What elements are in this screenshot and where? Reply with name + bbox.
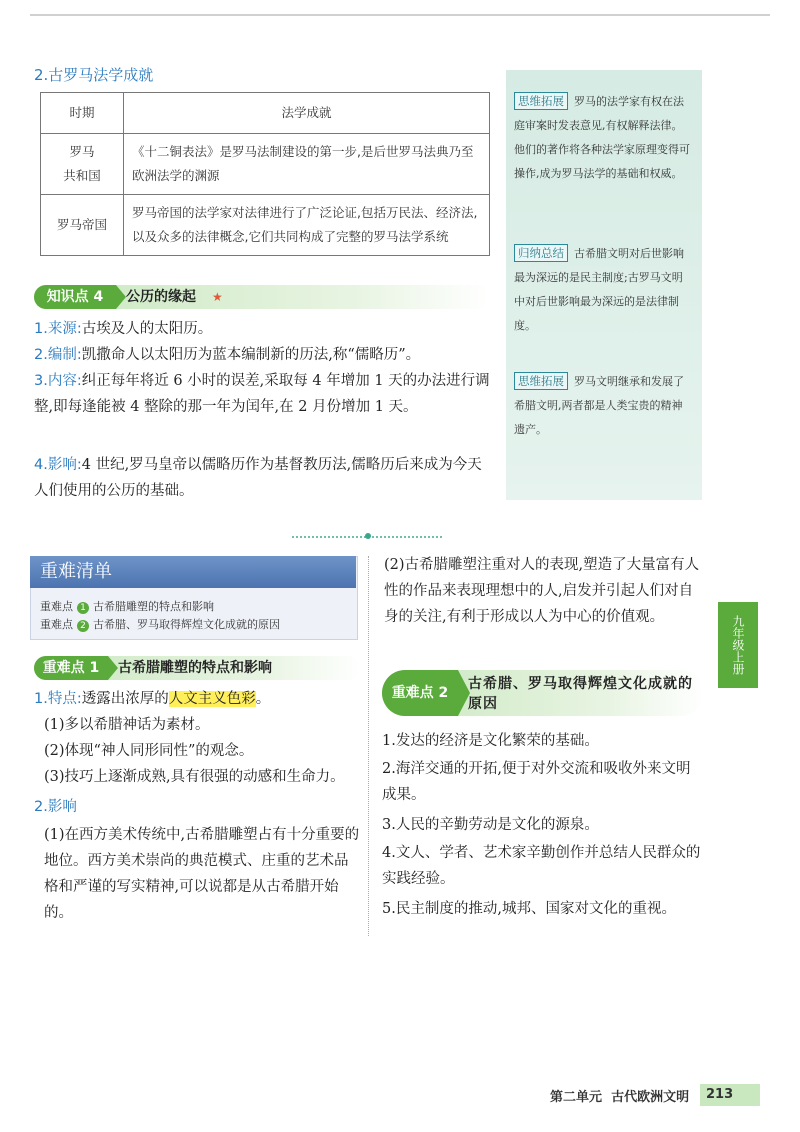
- section-title: 2.古罗马法学成就: [34, 66, 154, 84]
- star-icon: ★: [212, 290, 223, 304]
- footer-chapter: [550, 1086, 689, 1105]
- period-line: 罗马: [69, 144, 95, 159]
- item-text: 4 世纪,罗马皇帝以儒略历作为基督教历法,儒略历后来成为今天人们使用的公历的基础。: [34, 457, 482, 499]
- table-cell-period: [41, 134, 124, 195]
- feature-item: (1)多以希腊神话为素材。: [44, 717, 210, 733]
- table-header: 法学成就: [124, 93, 490, 134]
- checklist-item: [40, 616, 280, 632]
- checklist-title: 重难清单: [30, 556, 356, 588]
- item-label: 1.来源:: [34, 321, 82, 337]
- influence-label: 2.影响: [34, 799, 77, 815]
- table-cell-content: 罗马帝国的法学家对法律进行了广泛论证,包括万民法、经济法,以及众多的法律概念,它们共同构成了完整的罗马法学系统: [124, 195, 490, 256]
- table-cell-content: 《十二铜表法》是罗马法制建设的第一步,是后世罗马法典乃至欧洲法学的渊源: [124, 134, 490, 195]
- item-text: 透露出浓厚的: [81, 691, 169, 707]
- table-header-row: [41, 93, 490, 134]
- item-label: 1.特点:: [34, 691, 82, 707]
- table-cell-period: 罗马帝国: [41, 195, 124, 256]
- period-line: 共和国: [63, 168, 101, 183]
- number-badge: 1: [77, 602, 89, 614]
- grade-edge-tab: 九年级上册: [718, 602, 758, 688]
- feature-item: (3)技巧上逐渐成熟,具有很强的动感和生命力。: [44, 769, 345, 785]
- knowledge-point-title: 公历的缘起: [126, 289, 196, 305]
- highlighted-text: 人文主义色彩: [168, 691, 256, 707]
- note-tag: 思维拓展: [514, 92, 568, 110]
- law-table: [40, 92, 490, 256]
- feature-item: (2)体现“神人同形同性”的观念。: [44, 743, 254, 759]
- influence-item: (1)在西方美术传统中,古希腊雕塑占有十分重要的地位。西方美术崇尚的典范模式、庄重的艺术品格和严谨的写实精神,可以说都是从古希腊开始的。: [44, 827, 360, 921]
- list-item: 1.发达的经济是文化繁荣的基础。: [382, 733, 599, 749]
- item-label: 3.内容:: [34, 373, 82, 389]
- difficulty-title: 古希腊、罗马取得辉煌文化成就的原因: [468, 676, 693, 712]
- list-item: [34, 342, 496, 368]
- column-divider: [368, 556, 369, 936]
- influence-item: (2)古希腊雕塑注重对人的表现,塑造了大量富有人性的作品来表现理想中的人,启发并引起人们对自身的关注,有利于形成以人为中心的价值观。: [384, 557, 700, 625]
- item-text: 。: [255, 691, 271, 707]
- item-text: 凯撒命人以太阳历为蓝本编制新的历法,称“儒略历”。: [81, 347, 421, 363]
- checklist-prefix: 重难点: [40, 618, 73, 631]
- top-rule: [30, 14, 770, 16]
- footer-chapter-title: 古代欧洲文明: [611, 1090, 690, 1105]
- note-text: 古希腊文明对后世影响最为深远的是民主制度;古罗马文明中对后世影响最为深远的是法律制度。: [514, 247, 684, 332]
- table-row: [41, 195, 490, 256]
- table-row: [41, 134, 490, 195]
- sidebar-note: [514, 242, 692, 338]
- knowledge-point-tag: 知识点 4: [34, 285, 116, 309]
- item-label: 2.编制:: [34, 347, 82, 363]
- difficulty-title: 古希腊雕塑的特点和影响: [118, 660, 272, 676]
- note-text: 罗马文明继承和发展了希腊文明,两者都是人类宝贵的精神遗产。: [514, 375, 684, 436]
- sidebar-note: [514, 90, 692, 186]
- checklist-text: 古希腊、罗马取得辉煌文化成就的原因: [93, 618, 280, 631]
- checklist-item: [40, 598, 214, 614]
- list-item: 5.民主制度的推动,城邦、国家对文化的重视。: [382, 901, 676, 917]
- difficulty-tag: 重难点 2: [382, 670, 458, 716]
- feature-line: [34, 686, 360, 712]
- note-tag: 思维拓展: [514, 372, 568, 390]
- divider-dot: [365, 533, 371, 539]
- list-item: 4.文人、学者、艺术家辛勤创作并总结人民群众的实践经验。: [382, 845, 701, 887]
- note-text: 罗马的法学家有权在法庭审案时发表意见,有权解释法律。他们的著作将各种法学家原理变得可操作,成为罗马法学的基础和权威。: [514, 95, 690, 180]
- list-item: [34, 316, 496, 342]
- footer-unit: 第二单元: [550, 1090, 603, 1105]
- list-item: [34, 368, 496, 420]
- sidebar-note: [514, 370, 692, 442]
- list-item: [34, 452, 496, 504]
- checklist-text: 古希腊雕塑的特点和影响: [93, 600, 214, 613]
- item-label: 4.影响:: [34, 457, 82, 473]
- checklist-prefix: 重难点: [40, 600, 73, 613]
- list-item: 3.人民的辛勤劳动是文化的源泉。: [382, 817, 599, 833]
- item-text: 纠正每年将近 6 小时的误差,采取每 4 年增加 1 天的办法进行调整,即每逢能被 4 整除的那一年为闰年,在 2 月份增加 1 天。: [34, 373, 490, 415]
- page-number: 213: [700, 1084, 760, 1106]
- difficulty-tag: 重难点 1: [34, 656, 108, 680]
- number-badge: 2: [77, 620, 89, 632]
- item-text: 古埃及人的太阳历。: [81, 321, 213, 337]
- note-tag: 归纳总结: [514, 244, 568, 262]
- table-header: 时期: [41, 93, 124, 134]
- list-item: 2.海洋交通的开拓,便于对外交流和吸收外来文明成果。: [382, 761, 691, 803]
